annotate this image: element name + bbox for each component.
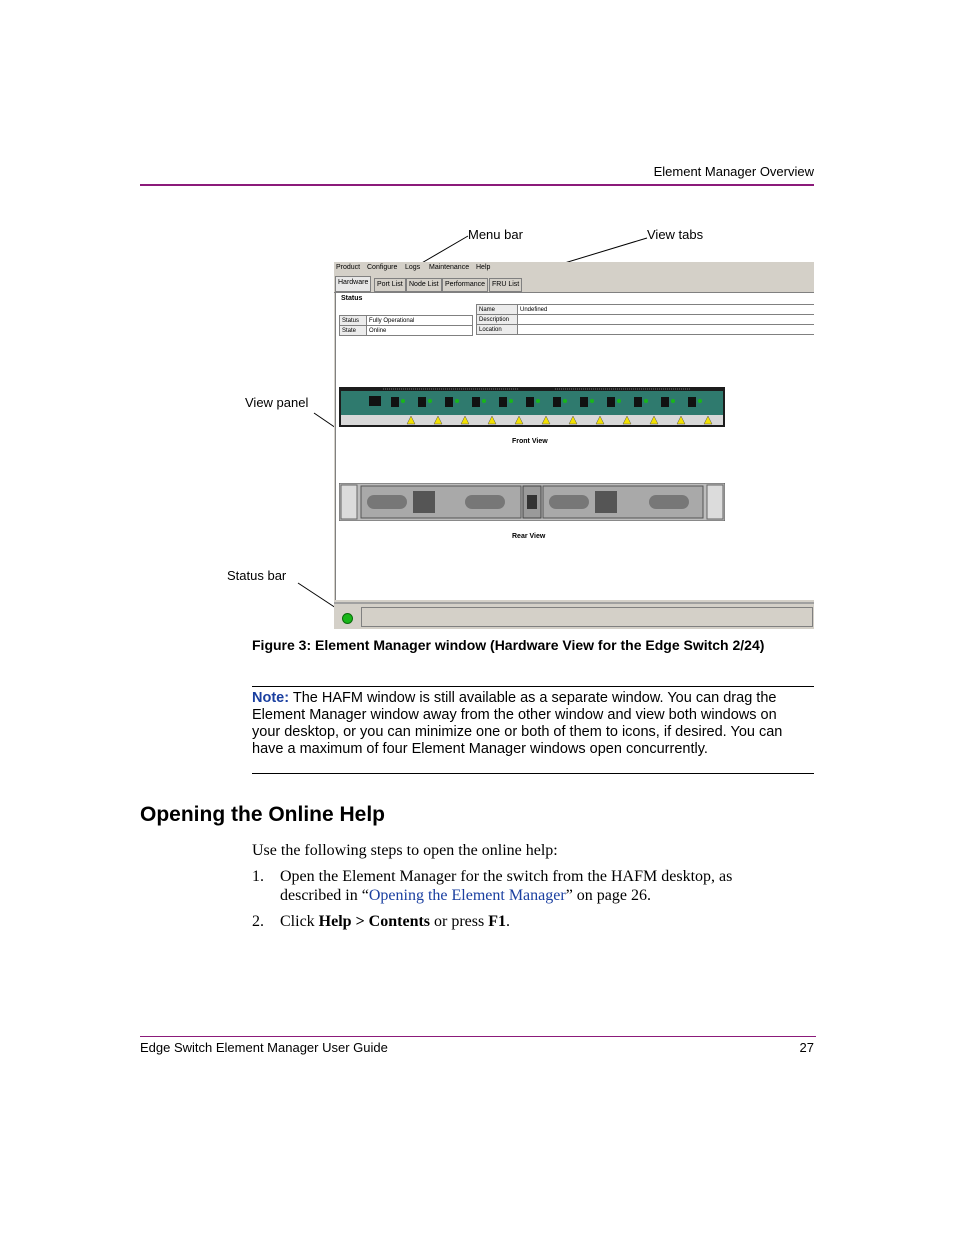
fibre-port-icon xyxy=(688,397,696,407)
status-heading: Status xyxy=(341,295,363,302)
step-2-key: F1 xyxy=(488,913,507,930)
footer-rule xyxy=(140,1036,816,1037)
step-1 xyxy=(280,867,800,905)
step-2-end: . xyxy=(506,913,511,930)
step-1-number: 1. xyxy=(252,868,264,885)
port-led-icon xyxy=(617,399,621,403)
port-led-icon xyxy=(536,399,540,403)
tab-performance[interactable]: Performance xyxy=(442,278,488,292)
menu-bar xyxy=(334,262,814,274)
status-table xyxy=(339,315,473,336)
callout-view-panel: View panel xyxy=(245,395,309,410)
view-tabs xyxy=(334,276,814,293)
front-view-switch xyxy=(339,387,725,427)
location-key: Location xyxy=(477,325,518,335)
callout-menu-bar: Menu bar xyxy=(468,227,523,242)
fibre-port-icon xyxy=(661,397,669,407)
port-led-icon xyxy=(590,399,594,403)
note-label: Note: xyxy=(252,690,290,706)
menu-maintenance[interactable]: Maintenance xyxy=(429,264,470,271)
fibre-port-icon xyxy=(580,397,588,407)
table-row xyxy=(340,316,473,326)
tab-fru-list[interactable]: FRU List xyxy=(489,278,522,292)
port-led-icon xyxy=(455,399,459,403)
power-inlet-icon xyxy=(413,491,435,513)
fibre-port-icon xyxy=(634,397,642,407)
front-view-label: Front View xyxy=(512,438,548,445)
table-row xyxy=(477,325,815,335)
port-led-icon xyxy=(509,399,513,403)
fibre-port-icon xyxy=(607,397,615,407)
step-1-suffix: ” on page 26. xyxy=(565,887,651,904)
step-2 xyxy=(280,912,510,931)
power-inlet-icon xyxy=(595,491,617,513)
table-row xyxy=(477,305,815,315)
status-value: Fully Operational xyxy=(367,316,473,326)
leader-menu-bar xyxy=(420,236,468,264)
step-1-prefix: described in “ xyxy=(280,887,369,904)
fibre-port-icon xyxy=(553,397,561,407)
tab-port-list[interactable]: Port List xyxy=(374,278,406,292)
location-value xyxy=(518,325,815,335)
table-row xyxy=(340,326,473,336)
page-number: 27 xyxy=(799,1040,814,1055)
rear-view-label: Rear View xyxy=(512,533,546,540)
status-key: Status xyxy=(340,316,367,326)
port-led-icon xyxy=(698,399,702,403)
fibre-port-icon xyxy=(391,397,399,407)
name-key: Name xyxy=(477,305,518,315)
port-led-icon xyxy=(644,399,648,403)
leader-status-bar xyxy=(298,583,336,608)
state-value: Online xyxy=(367,326,473,336)
step-2-or: or press xyxy=(430,913,489,930)
ethernet-port-icon xyxy=(369,396,381,406)
section-intro: Use the following steps to open the online help: xyxy=(252,842,558,859)
port-led-icon xyxy=(401,399,405,403)
menu-help[interactable]: Help xyxy=(476,264,491,271)
note-top-rule xyxy=(252,686,814,687)
description-key: Description xyxy=(477,315,518,325)
step-1-line-1: Open the Element Manager for the switch from the HAFM desktop, as xyxy=(280,868,733,885)
fibre-port-icon xyxy=(472,397,480,407)
menu-configure[interactable]: Configure xyxy=(367,264,398,271)
footer-title: Edge Switch Element Manager User Guide xyxy=(140,1040,388,1055)
fibre-port-icon xyxy=(445,397,453,407)
description-value xyxy=(518,315,815,325)
step-2-menu-path: Help > Contents xyxy=(318,913,431,930)
tab-hardware[interactable]: Hardware xyxy=(335,276,371,292)
status-bar xyxy=(334,602,814,629)
callout-view-tabs: View tabs xyxy=(647,227,704,242)
step-2-number: 2. xyxy=(252,913,264,930)
section-title: Opening the Online Help xyxy=(140,803,386,826)
callout-status-bar: Status bar xyxy=(227,568,287,583)
status-message-field xyxy=(361,607,813,627)
table-row xyxy=(477,315,815,325)
name-value: Undefined xyxy=(518,305,815,315)
note-block xyxy=(252,690,797,758)
port-led-icon xyxy=(671,399,675,403)
menu-logs[interactable]: Logs xyxy=(405,264,421,271)
note-text: The HAFM window is still available as a separate window. You can drag the Element Manager window away from the other window and view both windows on your desktop, or you can minimize one or both of them to icons, if desired. You can have a maximum of four Element Manager windows open concurrently. xyxy=(252,690,783,757)
step-1-line-2 xyxy=(280,886,800,905)
element-manager-screenshot xyxy=(334,262,814,629)
opening-element-manager-link[interactable]: Opening the Element Manager xyxy=(368,887,566,904)
fibre-port-icon xyxy=(418,397,426,407)
identity-table xyxy=(476,304,814,335)
rear-view-switch xyxy=(339,483,725,521)
port-led-icon xyxy=(428,399,432,403)
fibre-port-icon xyxy=(499,397,507,407)
status-led-icon xyxy=(342,613,353,624)
tab-node-list[interactable]: Node List xyxy=(406,278,442,292)
port-led-icon xyxy=(563,399,567,403)
state-key: State xyxy=(340,326,367,336)
running-header: Element Manager Overview xyxy=(653,164,814,179)
menu-product[interactable]: Product xyxy=(336,264,361,271)
port-led-icon xyxy=(482,399,486,403)
step-2-click: Click xyxy=(280,913,319,930)
view-panel xyxy=(335,293,814,600)
fibre-port-icon xyxy=(526,397,534,407)
figure-caption: Figure 3: Element Manager window (Hardware View for the Edge Switch 2/24) xyxy=(252,637,765,653)
note-bottom-rule xyxy=(252,773,814,774)
